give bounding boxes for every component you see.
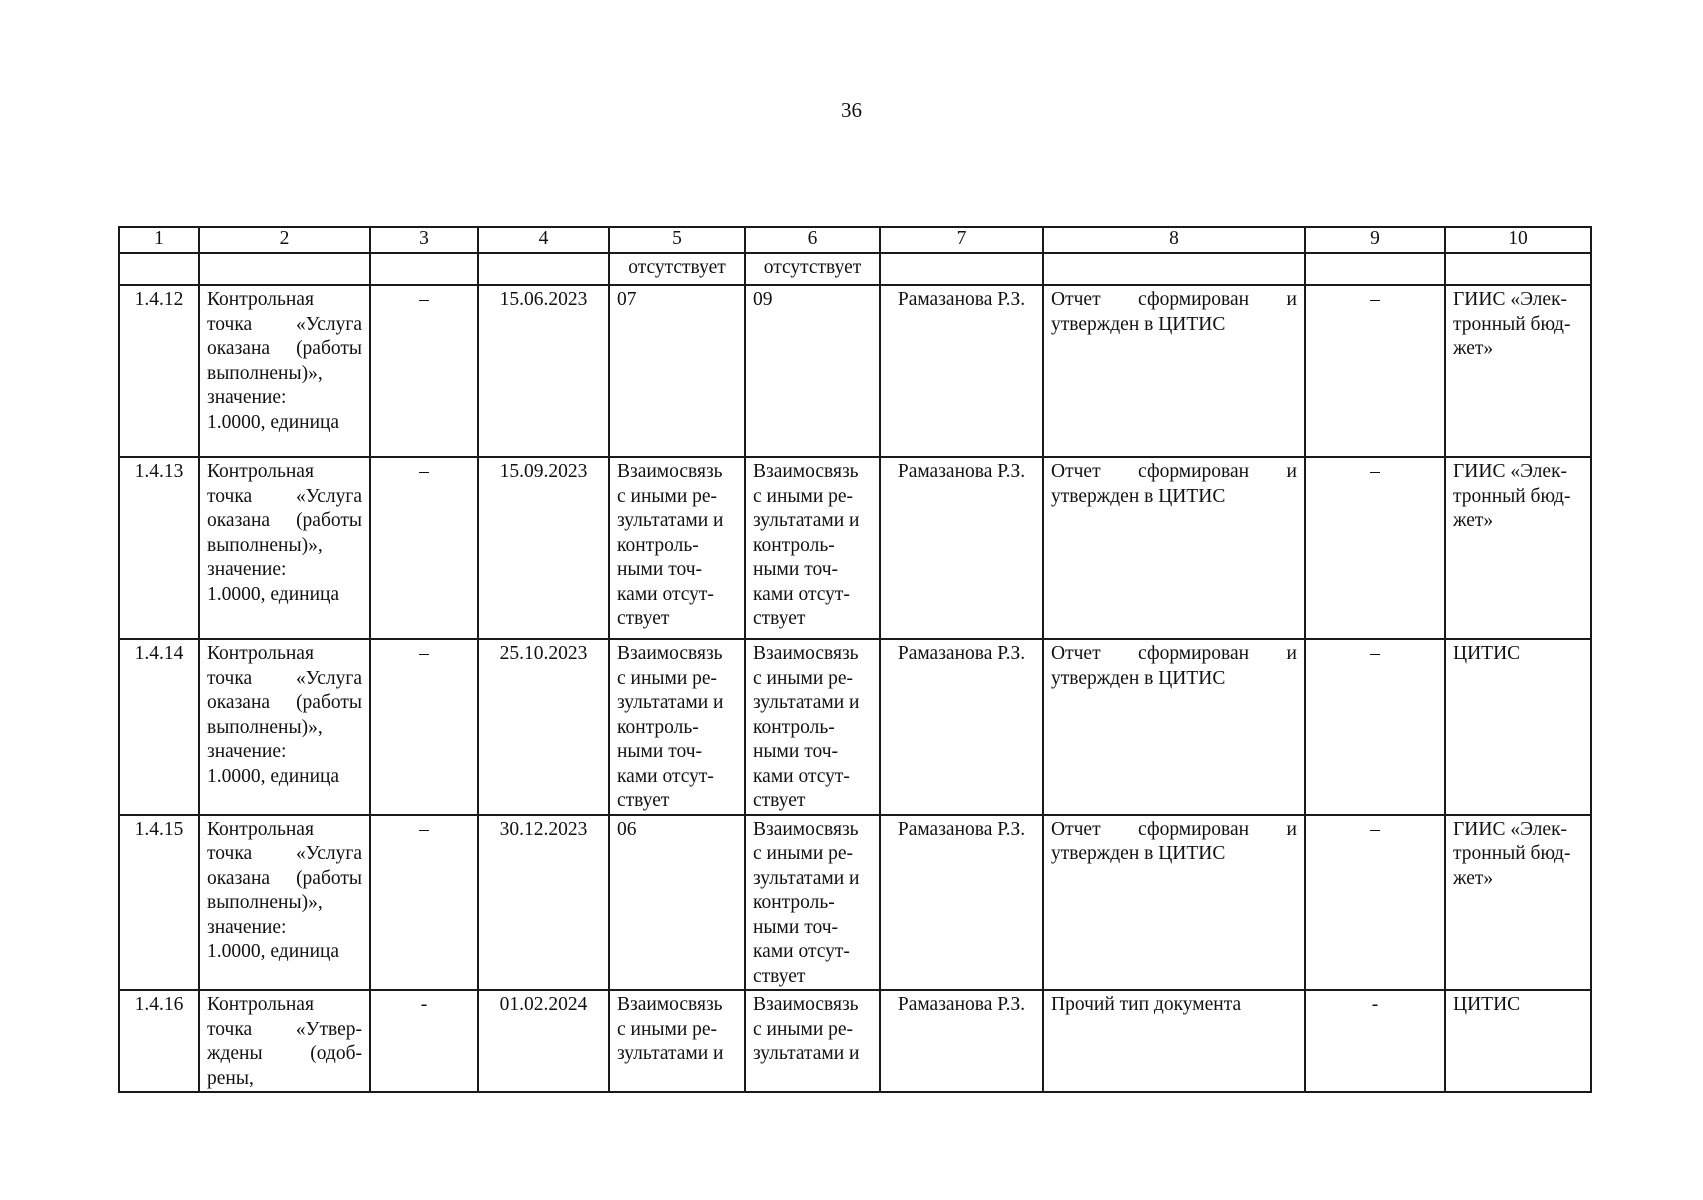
cell-line: Контрольная	[207, 643, 314, 664]
cell-line: ствует	[617, 790, 670, 811]
description-cell	[199, 639, 370, 815]
table-row	[119, 990, 1591, 1092]
description-cell	[199, 285, 370, 457]
cell-line: ками отсут-	[753, 583, 850, 605]
table-row	[119, 457, 1591, 639]
cell-line: оказана (работы	[207, 338, 362, 359]
continuation-cell-5: отсутствует	[609, 253, 745, 285]
cell-line: 09	[753, 289, 773, 310]
cell-line: значение:	[207, 916, 287, 938]
information-system-cell	[1445, 815, 1591, 991]
table-cell	[478, 253, 609, 285]
cell-line: контроль-	[753, 716, 835, 738]
cell-line: оказана (работы	[207, 510, 362, 531]
date-cell: 01.02.2024	[478, 990, 609, 1092]
cell-line: ками отсут-	[617, 583, 714, 605]
cell-line: Отчет сформирован и	[1051, 289, 1297, 310]
cell-line: точка «Услуга	[207, 313, 362, 335]
cell-line: с иными ре-	[617, 667, 718, 689]
cell-line: ЦИТИС	[1453, 994, 1521, 1015]
column-5-cell	[609, 457, 745, 639]
cell-line: оказана (работы	[207, 692, 362, 713]
table-cell	[1043, 253, 1305, 285]
cell-line: рены,	[207, 1067, 254, 1089]
cell-line: Прочий тип документа	[1051, 994, 1242, 1015]
table-cell	[119, 253, 199, 285]
cell-line: Взаимосвязь	[617, 461, 723, 482]
document-type-cell	[1043, 639, 1305, 815]
column-5-cell	[609, 285, 745, 457]
responsible-cell: Рамазанова Р.З.	[880, 990, 1043, 1092]
cell-line: утвержден в ЦИТИС	[1051, 485, 1226, 507]
cell-line: с иными ре-	[753, 485, 854, 507]
table-row	[119, 639, 1591, 815]
cell-line: ждены (одоб-	[207, 1043, 362, 1064]
column-9-cell: -	[1305, 990, 1445, 1092]
document-type-cell	[1043, 815, 1305, 991]
cell-line: Взаимосвязь	[753, 994, 859, 1015]
cell-line: ГИИС «Элек-	[1453, 289, 1568, 310]
row-id-cell: 1.4.13	[119, 457, 199, 639]
cell-line: ными точ-	[617, 559, 702, 580]
column-6-cell	[745, 285, 880, 457]
column-number: 8	[1043, 227, 1305, 253]
column-number: 7	[880, 227, 1043, 253]
responsible-cell: Рамазанова Р.З.	[880, 639, 1043, 815]
cell-line: с иными ре-	[753, 667, 854, 689]
cell-line: точка «Услуга	[207, 843, 362, 864]
date-cell: 15.06.2023	[478, 285, 609, 457]
date-cell: 25.10.2023	[478, 639, 609, 815]
responsible-cell: Рамазанова Р.З.	[880, 815, 1043, 991]
column-number: 10	[1445, 227, 1591, 253]
column-5-cell	[609, 990, 745, 1092]
cell-line: с иными ре-	[753, 1018, 854, 1040]
cell-line: ЦИТИС	[1453, 643, 1521, 664]
date-cell: 30.12.2023	[478, 815, 609, 991]
cell-line: 06	[617, 818, 637, 840]
cell-line: Отчет сформирован и	[1051, 643, 1297, 664]
column-3-cell: –	[370, 457, 478, 639]
column-number: 9	[1305, 227, 1445, 253]
cell-line: зультатами и	[617, 1043, 724, 1064]
continuation-row	[119, 253, 1591, 285]
information-system-cell	[1445, 457, 1591, 639]
row-id-cell: 1.4.14	[119, 639, 199, 815]
column-6-cell	[745, 639, 880, 815]
page-number: 36	[841, 98, 862, 122]
cell-line: значение:	[207, 559, 287, 580]
cell-line: зультатами и	[753, 867, 860, 889]
cell-line: зультатами и	[753, 1043, 860, 1064]
column-6-cell	[745, 990, 880, 1092]
cell-line: Контрольная	[207, 818, 314, 840]
column-3-cell: –	[370, 285, 478, 457]
cell-line: контроль-	[753, 534, 835, 556]
cell-line: Взаимосвязь	[617, 994, 723, 1015]
column-number: 2	[199, 227, 370, 253]
cell-line: утвержден в ЦИТИС	[1051, 843, 1226, 864]
cell-line: ными точ-	[753, 916, 838, 938]
cell-line: выполнены)»,	[207, 716, 323, 738]
cell-line: Контрольная	[207, 461, 314, 482]
cell-line: выполнены)»,	[207, 534, 323, 556]
information-system-cell	[1445, 285, 1591, 457]
information-system-cell	[1445, 990, 1591, 1092]
cell-line: точка «Услуга	[207, 485, 362, 507]
column-number: 4	[478, 227, 609, 253]
row-id-cell: 1.4.12	[119, 285, 199, 457]
cell-line: зультатами и	[617, 692, 724, 713]
cell-line: 1.0000, единица	[207, 411, 340, 433]
cell-line: Взаимосвязь	[617, 643, 723, 664]
cell-line: 1.0000, единица	[207, 941, 340, 962]
cell-line: жет»	[1453, 867, 1494, 889]
cell-line: ГИИС «Элек-	[1453, 818, 1568, 840]
column-9-cell: –	[1305, 457, 1445, 639]
column-6-cell	[745, 457, 880, 639]
cell-line: контроль-	[617, 534, 699, 556]
cell-line: контроль-	[753, 892, 835, 913]
cell-line: 07	[617, 289, 637, 310]
column-9-cell: –	[1305, 639, 1445, 815]
cell-line: тронный бюд-	[1453, 485, 1571, 507]
column-number: 6	[745, 227, 880, 253]
control-points-table	[118, 226, 1592, 1093]
cell-line: ками отсут-	[753, 765, 850, 787]
cell-line: ными точ-	[617, 741, 702, 762]
column-9-cell: –	[1305, 285, 1445, 457]
cell-line: 1.0000, единица	[207, 583, 340, 605]
continuation-cell-6: отсутствует	[745, 253, 880, 285]
date-cell: 15.09.2023	[478, 457, 609, 639]
cell-line: ГИИС «Элек-	[1453, 461, 1568, 482]
cell-line: 1.0000, единица	[207, 765, 340, 787]
column-number: 3	[370, 227, 478, 253]
cell-line: Взаимосвязь	[753, 818, 859, 840]
table-cell	[1305, 253, 1445, 285]
table-cell	[199, 253, 370, 285]
cell-line: ствует	[753, 965, 806, 987]
cell-line: утвержден в ЦИТИС	[1051, 313, 1226, 335]
information-system-cell	[1445, 639, 1591, 815]
cell-line: точка «Утвер-	[207, 1018, 362, 1040]
cell-line: тронный бюд-	[1453, 843, 1571, 864]
cell-line: ствует	[753, 790, 806, 811]
table-cell	[370, 253, 478, 285]
document-type-cell	[1043, 990, 1305, 1092]
column-5-cell	[609, 639, 745, 815]
description-cell	[199, 457, 370, 639]
cell-line: зультатами и	[617, 510, 724, 531]
row-id-cell: 1.4.15	[119, 815, 199, 991]
cell-line: жет»	[1453, 510, 1494, 531]
cell-line: значение:	[207, 387, 287, 408]
column-number: 5	[609, 227, 745, 253]
cell-line: выполнены)»,	[207, 362, 323, 384]
cell-line: зультатами и	[753, 692, 860, 713]
cell-line: с иными ре-	[617, 485, 718, 507]
document-type-cell	[1043, 457, 1305, 639]
column-number-row	[119, 227, 1591, 253]
table-row	[119, 285, 1591, 457]
cell-line: утвержден в ЦИТИС	[1051, 667, 1226, 689]
cell-line: значение:	[207, 741, 287, 762]
cell-line: Отчет сформирован и	[1051, 818, 1297, 840]
cell-line: ными точ-	[753, 741, 838, 762]
table-cell	[880, 253, 1043, 285]
table-cell	[1445, 253, 1591, 285]
responsible-cell: Рамазанова Р.З.	[880, 457, 1043, 639]
cell-line: ками отсут-	[753, 941, 850, 962]
cell-line: Контрольная	[207, 994, 314, 1015]
column-3-cell: -	[370, 990, 478, 1092]
table-row	[119, 815, 1591, 991]
column-6-cell	[745, 815, 880, 991]
row-id-cell: 1.4.16	[119, 990, 199, 1092]
column-5-cell	[609, 815, 745, 991]
cell-line: ствует	[617, 608, 670, 629]
column-3-cell: –	[370, 639, 478, 815]
column-9-cell: –	[1305, 815, 1445, 991]
cell-line: оказана (работы	[207, 867, 362, 889]
table-body	[119, 227, 1591, 1092]
cell-line: ствует	[753, 608, 806, 629]
cell-line: ными точ-	[753, 559, 838, 580]
cell-line: Взаимосвязь	[753, 461, 859, 482]
cell-line: Отчет сформирован и	[1051, 461, 1297, 482]
cell-line: с иными ре-	[753, 843, 854, 864]
responsible-cell: Рамазанова Р.З.	[880, 285, 1043, 457]
cell-line: Взаимосвязь	[753, 643, 859, 664]
column-number: 1	[119, 227, 199, 253]
document-type-cell	[1043, 285, 1305, 457]
cell-line: жет»	[1453, 338, 1494, 359]
cell-line: с иными ре-	[617, 1018, 718, 1040]
cell-line: точка «Услуга	[207, 667, 362, 689]
cell-line: Контрольная	[207, 289, 314, 310]
description-cell	[199, 815, 370, 991]
cell-line: выполнены)»,	[207, 892, 323, 913]
cell-line: ками отсут-	[617, 765, 714, 787]
description-cell	[199, 990, 370, 1092]
cell-line: тронный бюд-	[1453, 313, 1571, 335]
cell-line: контроль-	[617, 716, 699, 738]
column-3-cell: –	[370, 815, 478, 991]
cell-line: зультатами и	[753, 510, 860, 531]
